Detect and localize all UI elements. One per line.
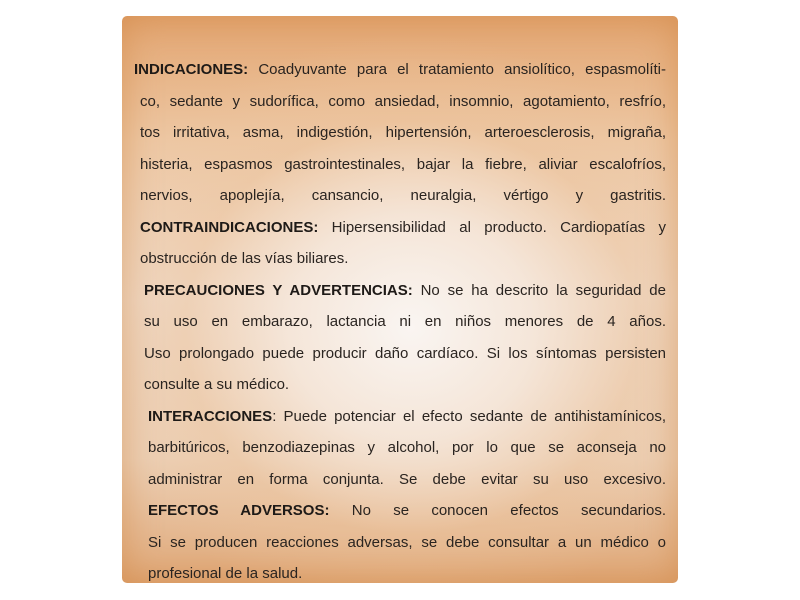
- precauciones-heading: PRECAUCIONES Y ADVERTENCIAS:: [144, 281, 413, 299]
- precauciones-line-1: [134, 275, 666, 307]
- precauciones-line-3: [134, 338, 666, 370]
- interacciones-heading: INTERACCIONES: [148, 407, 273, 425]
- indicaciones-heading: INDICACIONES:: [134, 61, 249, 78]
- indicaciones-line-4: [134, 149, 666, 181]
- contraindicaciones-text: Hipersensibilidad al producto. Cardiopatías y: [318, 218, 666, 236]
- interacciones-line-1: [134, 401, 666, 433]
- efectos-text: No se conocen efectos secundarios.: [329, 502, 666, 519]
- indicaciones-text: tos irritativa, asma, indigestión, hipertensión, arteroesclerosis, migraña,: [140, 124, 666, 141]
- efectos-text: profesional de la salud.: [148, 565, 303, 582]
- interacciones-line-2: [134, 432, 666, 464]
- efectos-line-1: [134, 495, 666, 527]
- precauciones-line-2: [134, 306, 666, 338]
- indicaciones-text: nervios, apoplejía, cansancio, neuralgia, vértigo y gastritis.: [140, 187, 666, 204]
- precauciones-line-4: [134, 369, 666, 401]
- indicaciones-text: Coadyuvante para el tratamiento ansiolítico, espasmolíti-: [248, 61, 666, 78]
- interacciones-line-3: [134, 464, 666, 496]
- precauciones-text: No se ha descrito la seguridad de: [412, 281, 666, 299]
- precauciones-text: consulte a su médico.: [144, 376, 290, 393]
- interacciones-text: : Puede potenciar el efecto sedante de antihistamínicos,: [272, 407, 666, 425]
- contraindicaciones-line-2: [134, 243, 666, 275]
- indicaciones-text: co, sedante y sudorífica, como ansiedad, insomnio, agotamiento, resfrío,: [140, 92, 666, 110]
- precauciones-text: su uso en embarazo, lactancia ni en niños menores de 4 años.: [144, 313, 666, 330]
- precauciones-text: Uso prolongado puede producir daño cardíaco. Si los síntomas persisten: [144, 344, 666, 362]
- contraindicaciones-line-1: [134, 212, 666, 244]
- label-card: [122, 16, 678, 583]
- indicaciones-line-5: [134, 180, 666, 212]
- interacciones-text: administrar en forma conjunta. Se debe evitar su uso excesivo.: [148, 470, 666, 488]
- efectos-line-2: [134, 527, 666, 559]
- efectos-line-3: [134, 558, 666, 583]
- contraindicaciones-text: obstrucción de las vías biliares.: [140, 250, 349, 267]
- label-text: [134, 54, 666, 583]
- contraindicaciones-heading: CONTRAINDICACIONES:: [140, 218, 319, 236]
- indicaciones-text: histeria, espasmos gastrointestinales, bajar la fiebre, aliviar escalofríos,: [140, 155, 666, 173]
- indicaciones-line-3: [134, 117, 666, 149]
- efectos-text: Si se producen reacciones adversas, se debe consultar a un médico o: [148, 533, 666, 551]
- interacciones-text: barbitúricos, benzodiazepinas y alcohol, por lo que se aconseja no: [148, 439, 666, 456]
- indicaciones-line-1: [134, 54, 666, 86]
- indicaciones-line-2: [134, 86, 666, 118]
- efectos-heading: EFECTOS ADVERSOS:: [148, 502, 330, 519]
